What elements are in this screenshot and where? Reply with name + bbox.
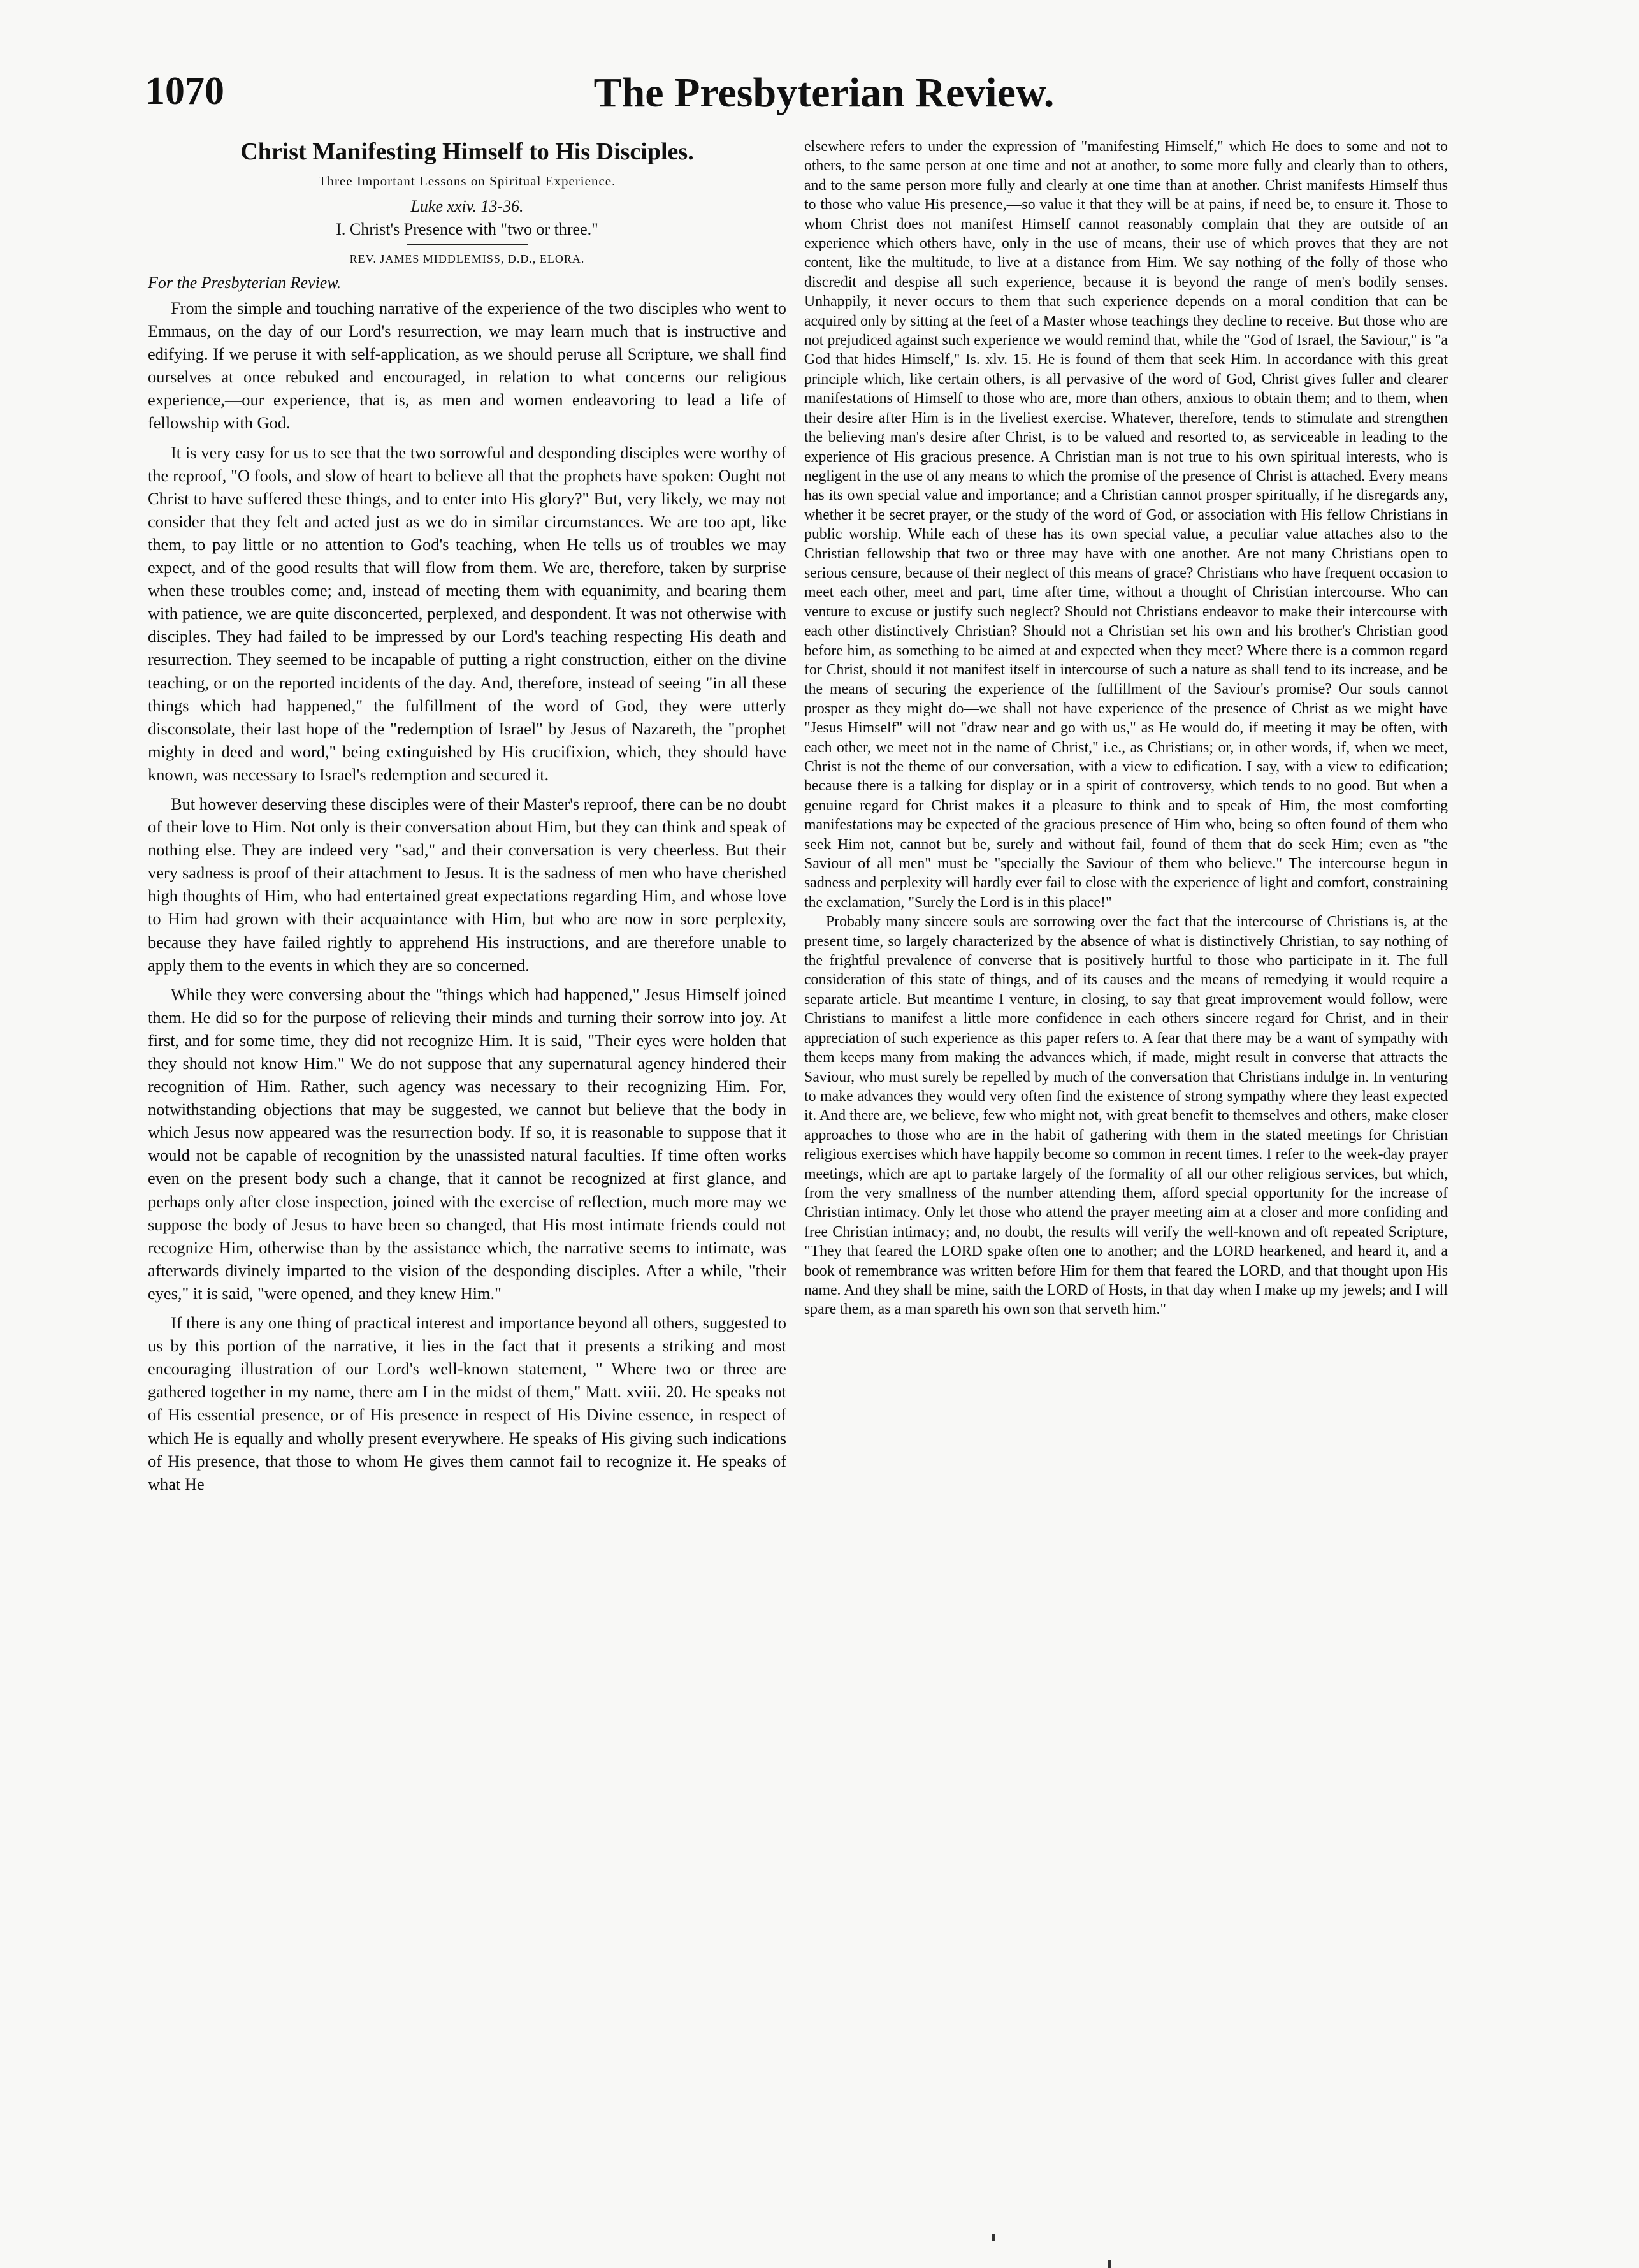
paragraph: But however deserving these disciples were of their Master's reproof, there can be no doubt of their love to Him. Not only is their conversation about Him, but they can think and speak of nothing else. They are indeed very "sad," and their conversation is very cheerless. But their very sadness is proof of their attachment to Jesus. It is the sadness of men who have cherished high thoughts of Him, who had entertained great expectations regarding Him, and whose love to Him had grown with their acquaintance with Him, but who are now in sore perplexity, because they have failed rightly to apprehend His instructions, and are therefore unable to apply them to the events in which they are so concerned. [148, 794, 786, 975]
article-title: Christ Manifesting Himself to His Disciples. [240, 138, 694, 165]
print-mark [1108, 2260, 1111, 2268]
scripture-reference: Luke xxiv. 13-36. [410, 197, 524, 215]
paragraph: If there is any one thing of practical interest and importance beyond all others, suggested to us by this portion of the narrative, it lies in the fact that it presents a striking and most encouraging illustration of our Lord's well-known statement, " Where two or three are gathered together in my name, there am I in the midst of them," Matt. xviii. 20. He speaks not of His essential presence, or of His presence in respect of His Divine essence, in respect of which He is equally and wholly present everywhere. He speaks of His giving such indications of His presence, that those to whom He gives them cannot fail to recognize it. He speaks of what He [148, 1313, 786, 1494]
divider [407, 244, 528, 245]
paragraph: While they were conversing about the "things which had happened," Jesus Himself joined them. He did so for the purpose of relieving their minds and turning their sorrow into joy. At first, and for some time, they did not recognize Him. It is said, "Their eyes were holden that they should not know Him." We do not suppose that any supernatural agency hindered their recognition of Him. Rather, such agency was necessary to their recognizing Him. For, notwithstanding objections that may be suggested, we cannot but believe that the body in which Jesus now appeared was the resurrection body. If so, it is reasonable to suppose that it would not be capable of recognition by the unassisted natural faculties. If time often works even on the present body such a change, that it cannot be recognized at first glance, and perhaps only after close inspection, joined with the exercise of reflection, much more may we suppose the body of Jesus to have been so changed, that His most intimate friends could not recognize Him, otherwise than by the assistance which, the narrative seems to intimate, was afterwards divinely imparted to the vision of the desponding disciples. After a while, "their eyes," it is said, "were opened, and they knew Him." [148, 984, 786, 1303]
source-line: For the Presbyterian Review. [148, 273, 342, 292]
paragraph: elsewhere refers to under the expression of "manifesting Himself," which He does to some and not to others, to the same person at one time and not at another, to some more fully and clearly than to others, and to the same person more fully and clearly at one time than at another. Christ manifests Himself thus to those who value His presence,—so value it that they will be at pains, if need be, to ensure it. Those to whom Christ does not manifest Himself cannot reasonably complain that they are outside of an experience which others have, only in the use of means, their use of which proves that they are not content, like the multitude, to live at a distance from Him. We say nothing of the folly of those who discredit and despise all such experience, because it is beyond the range of men's bodily senses. Unhappily, it never occurs to them that such experience depends on a moral condition that can be acquired only by sitting at the feet of a Master whose teachings they decline to receive. But those who are not prejudiced against such experience we would remind that, while the "God of Israel, the Saviour," is "a God that hides Himself," Is. xlv. 15. He is found of them that seek Him. In accordance with this great principle which, like certain others, is all pervasive of the word of God, Christ gives fuller and clearer manifestations of Himself to those who are, more than others, anxious to obtain them; and to them, when their desire after Him is in the liveliest exercise. Whatever, therefore, tends to stimulate and strengthen the believing man's desire after Christ, is to be valued and resorted to, as serviceable in leading to the experience of His gracious presence. A Christian man is not true to his own spiritual interests, who is negligent in the use of any means to which the promise of the presence of Christ is attached. Every means has its own special value and importance; and a Christian cannot prosper spiritually, if he disregards any, whether it be secret prayer, or the study of the word of God, or association with His fellow Christians in public worship. While each of these has its own special value, a peculiar value attaches also to the Christian fellowship that two or three may have with one another. Are not many Christians open to serious censure, because of their neglect of this means of grace? Christians who have frequent occasion to meet each other, meet and part, time after time, without a thought of Christian intercourse. Who can venture to excuse or justify such neglect? Should not Christians endeavor to make their intercourse with each other distinctively Christian? Should not a Christian set his own and his brother's Christian good before him, as something to be aimed at and expected when they meet? Where there is a common regard for Christ, should it not manifest itself in intercourse of such a nature as shall tend to its increase, and be the means of securing the experience of the fulfillment of the Saviour's promise? Our souls cannot prosper as they might do—we shall not have experience of the presence of Christ as we might have "Jesus Himself" will not "draw near and go with us," as He would do, if meeting it may be often, with each other, we meet not in the name of Christ," i.e., as Christians; or, in other words, if, when we meet, Christ is not the theme of our conversation, with a view to edification. I say, with a view to edification; because there is a talking for display or in a spirit of controversy, which tends to no good. But when a genuine regard for Christ makes it a pleasure to think and to speak of Him, the most comforting manifestations may be expected of the gracious presence of Him who, being so often found of them who seek Him not, cannot but be, surely and without fail, found of them that do seek Him; even as "the Saviour of all men" must be "specially the Saviour of them who believe." The intercourse begun in sadness and perplexity will hardly ever fail to close with the experience of light and comfort, constraining the exclamation, "Surely the Lord is in this place!" [804, 138, 1448, 911]
print-mark [992, 2234, 995, 2241]
page-header [145, 69, 1503, 120]
author-byline: REV. JAMES MIDDLEMISS, D.D., ELORA. [349, 252, 585, 265]
paragraph: It is very easy for us to see that the two sorrowful and desponding disciples were worthy of the reproof, "O fools, and slow of heart to believe all that the prophets have spoken: Ought not Christ to have suffered these things, and to enter into His glory?" But, very likely, we may not consider that they felt and acted just as we do in similar circumstances. We are too apt, like them, to pay little or no attention to God's teaching, when He tells us of troubles we may expect, and of the good results that will flow from them. We are, therefore, taken by surprise when these troubles come; and, instead of meeting them with equanimity, and bearing them with patience, we are quite disconcerted, perplexed, and despondent. It was not otherwise with disciples. They had failed to be impressed by our Lord's teaching respecting His death and resurrection. They seemed to be incapable of putting a right construction, either on the divine teaching, or on the reported incidents of the day. And, therefore, instead of seeing "in all these things which had happened," the fulfillment of the word of God, they were utterly disconsolate, their last hope of the "redemption of Israel" by Jesus of Nazareth, the "prophet mighty in deed and word," being extinguished by His crucifixion, which, they should have known, was necessary to Israel's redemption and secured it. [148, 442, 786, 784]
page-number: 1070 [145, 69, 224, 113]
section-heading: I. Christ's Presence with "two or three." [336, 220, 598, 238]
paragraph: From the simple and touching narrative of the experience of the two disciples who went to Emmaus, on the day of our Lord's resurrection, we may learn much that is instructive and edifying. If we peruse it with self-application, as we should peruse all Scripture, we shall find ourselves at once rebuked and encouraged, in relation to what concerns our religious experience,—our experience, that is, as men and women endeavoring to lead a life of fellowship with God. [148, 298, 786, 433]
running-title: The Presbyterian Review. [593, 69, 1055, 116]
left-column [148, 137, 786, 1495]
paragraph: Probably many sincere souls are sorrowing over the fact that the intercourse of Christians is, at the present time, so largely characterized by the absence of what is distinctively Christian, to say nothing of the frightful prevalence of converse that is positively hurtful to those who participate in it. The full consideration of this state of things, and of its causes and the means of remedying it would require a separate article. But meantime I venture, in closing, to say that great improvement would follow, were Christians to manifest a little more confidence in each others sincere regard for Christ, and in their appreciation of such experience as this paper refers to. A fear that there may be a want of sympathy with them keeps many from making the advances which, if made, might result in converse that attracts the Saviour, who must surely be repelled by much of the conversation that Christians indulge in. In venturing to make advances they would very often find the existence of strong sympathy where they least expected it. And there are, we believe, few who might not, with great benefit to themselves and others, make closer approaches to those who are in the habit of gathering with them in the stated meetings for Christian religious exercises which have happily become so common in recent times. I refer to the week-day prayer meetings, which are apt to partake largely of the formality of all our other religious services, but which, from the very smallness of the number attending them, afford special opportunity for the increase of Christian intimacy. Only let those who attend the prayer meeting aim at a closer and more confiding and free Christian intimacy; and, no doubt, the results will verify the well-known and oft repeated Scripture, "They that feared the LORD spake often one to another; and the LORD hearkened, and heard it, and a book of remembrance was written before Him for them that feared the LORD, and that thought upon His name. And they shall be mine, saith the LORD of Hosts, in that day when I make up my jewels; and I will spare them, as a man spareth his own son that serveth him." [804, 913, 1448, 1318]
right-column [804, 137, 1448, 1319]
article-subtitle: Three Important Lessons on Spiritual Experience. [318, 173, 616, 189]
